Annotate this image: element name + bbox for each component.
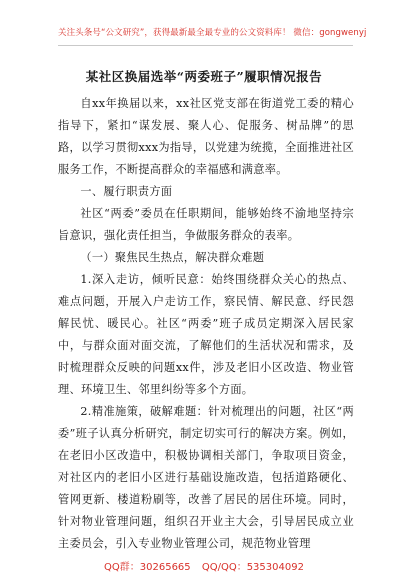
paragraph-intro: 自xx年换届以来，xx社区党支部在街道党工委的精心指导下，紧扣“谋发展、聚人心、促服务、树品牌”的思路，以学习贯彻xxx为指导，以党建为统揽，全面推进社区服务工作，不断提高群众的幸福感和满意率。 [58, 97, 354, 176]
footer-qq-contact: QQ/QQ：535304092 [201, 562, 304, 573]
document-title: 某社区换届选举“两委班子”履职情况报告 [85, 69, 323, 84]
promo-banner: 关注头条号“公文研究”，获得最新最全最专业的公文资料库！ 微信：gongwenyj [58, 28, 367, 38]
paragraph-item-1: 1.深入走访，倾听民意：始终围绕群众关心的热点、难点问题，开展入户走访工作，察民情、解民意、纾民怨解民忧、暖民心。社区“两委”班子成员定期深入居民家中，与群众面对面交流，了解他们的生活状况和需求，及时梳理群众反映的问题xx件，涉及老旧小区改造、物业管理、环境卫生、邻里纠纷等多个方面。 [58, 273, 354, 396]
paragraph-item-2: 2.精准施策，破解难题：针对梳理出的问题，社区“两委”班子认真分析研究，制定切实可行的解决方案。例如，在老旧小区改造中，积极协调相关部门，争取项目资金，对社区内的老旧小区进行基础设施改造，包括道路硬化、管网更新、楼道粉刷等，改善了居民的居住环境。同时，针对物业管理问题，组织召开业主大会，引导居民成立业主委员会，引入专业物业管理公司，规范物业管理 [58, 405, 354, 550]
document-body [58, 93, 354, 555]
paragraph-duty: 社区“两委”委员在任职期间，能够始终不渝地坚持宗旨意识，强化责任担当，争做服务群众的表率。 [58, 207, 354, 242]
header-divider [58, 45, 353, 46]
section-heading-1: 一、履行职责方面 [80, 185, 173, 198]
footer-contact [0, 558, 408, 573]
footer-qq-group: QQ群：30265665 [104, 562, 191, 573]
subsection-heading-1: （一）聚焦民生热点，解决群众难题 [80, 251, 265, 264]
